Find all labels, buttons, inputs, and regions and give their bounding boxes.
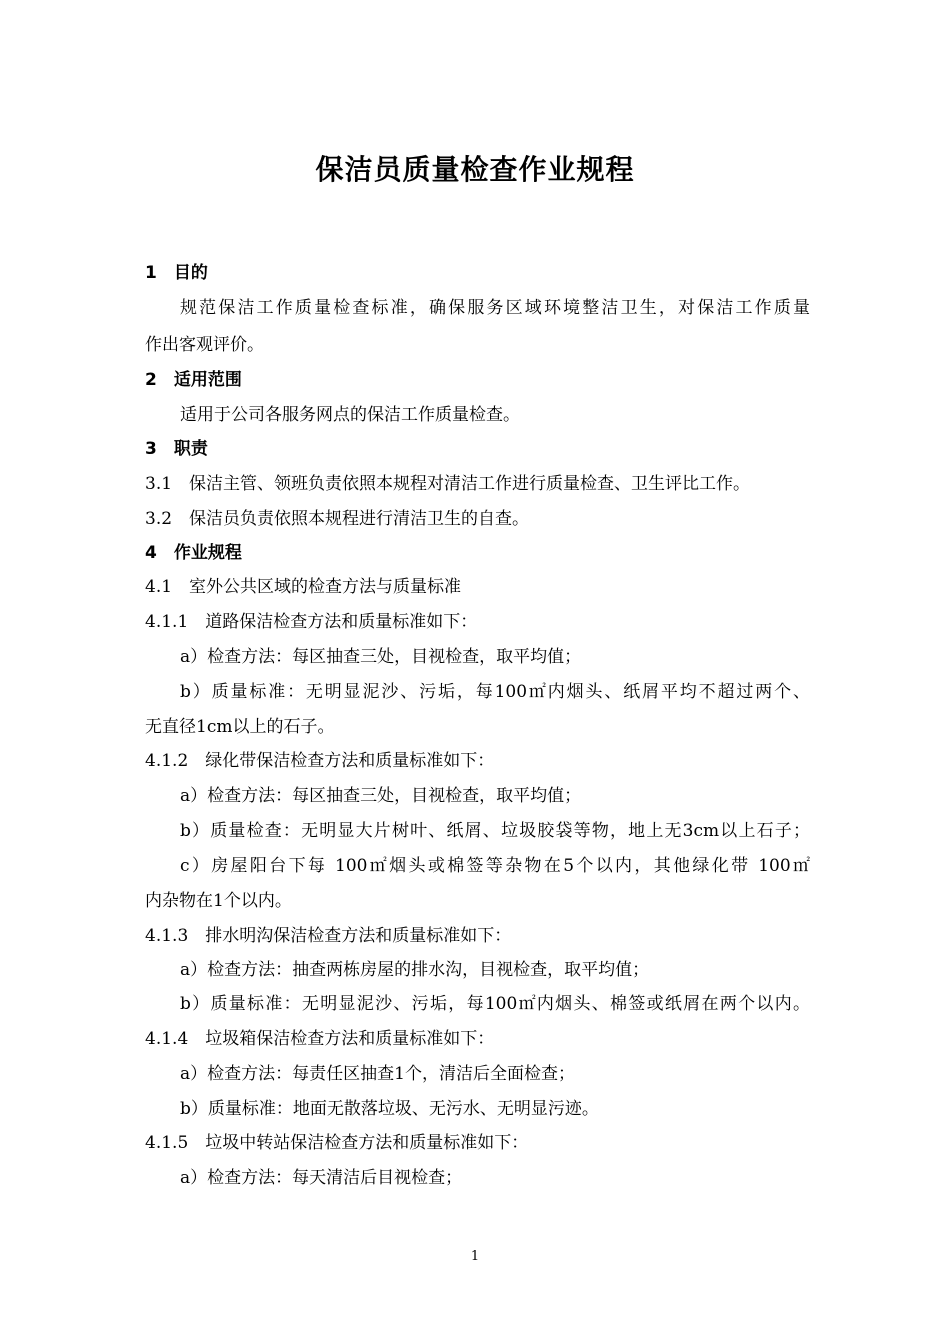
paragraph-line: 无直径1cm以上的石子。 (145, 717, 335, 737)
list-item: a）检查方法：每责任区抽查1个，清洁后全面检查； (180, 1064, 575, 1084)
clause-4-1-4: 4.1.4 垃圾箱保洁检查方法和质量标准如下： (145, 1029, 495, 1049)
clause-4-1-1: 4.1.1 道路保洁检查方法和质量标准如下： (145, 612, 478, 632)
clause-4-1: 4.1 室外公共区域的检查方法与质量标准 (145, 577, 462, 597)
paragraph-line: 作出客观评价。 (145, 335, 264, 355)
clause-3-1: 3.1 保洁主管、领班负责依照本规程对清洁工作进行质量检查、卫生评比工作。 (145, 474, 751, 494)
clause-4-1-3: 4.1.3 排水明沟保洁检查方法和质量标准如下： (145, 926, 512, 946)
list-item: c）房屋阳台下每 100㎡烟头或棉签等杂物在5个以内，其他绿化带 100㎡ (180, 856, 810, 876)
clause-4-1-2: 4.1.2 绿化带保洁检查方法和质量标准如下： (145, 751, 495, 771)
list-item: b）质量标准：无明显泥沙、污垢，每100㎡内烟头、纸屑平均不超过两个、 (180, 682, 810, 702)
section-heading-duties: 3 职责 (145, 439, 208, 459)
page-title: 保洁员质量检查作业规程 (315, 153, 635, 186)
section-heading-scope: 2 适用范围 (145, 370, 242, 390)
list-item: b）质量检查：无明显大片树叶、纸屑、垃圾胶袋等物，地上无3cm以上石子； (180, 821, 810, 841)
list-item: a）检查方法：抽查两栋房屋的排水沟，目视检查，取平均值； (180, 960, 650, 980)
paragraph-line: 适用于公司各服务网点的保洁工作质量检查。 (180, 405, 520, 425)
list-item: a）检查方法：每天清洁后目视检查； (180, 1168, 463, 1188)
list-item: a）检查方法：每区抽查三处，目视检查，取平均值； (180, 647, 582, 667)
list-item: b）质量标准：地面无散落垃圾、无污水、无明显污迹。 (180, 1099, 599, 1119)
clause-4-1-5: 4.1.5 垃圾中转站保洁检查方法和质量标准如下： (145, 1133, 529, 1153)
clause-3-2: 3.2 保洁员负责依照本规程进行清洁卫生的自查。 (145, 509, 530, 529)
page-number: 1 (470, 1249, 480, 1264)
section-heading-procedure: 4 作业规程 (145, 543, 242, 563)
list-item: a）检查方法：每区抽查三处，目视检查，取平均值； (180, 786, 582, 806)
section-heading-purpose: 1 目的 (145, 263, 208, 283)
paragraph-line: 内杂物在1个以内。 (145, 891, 292, 911)
paragraph-line: 规范保洁工作质量检查标准，确保服务区域环境整洁卫生，对保洁工作质量 (180, 298, 810, 318)
list-item: b）质量标准：无明显泥沙、污垢，每100㎡内烟头、棉签或纸屑在两个以内。 (180, 994, 810, 1014)
